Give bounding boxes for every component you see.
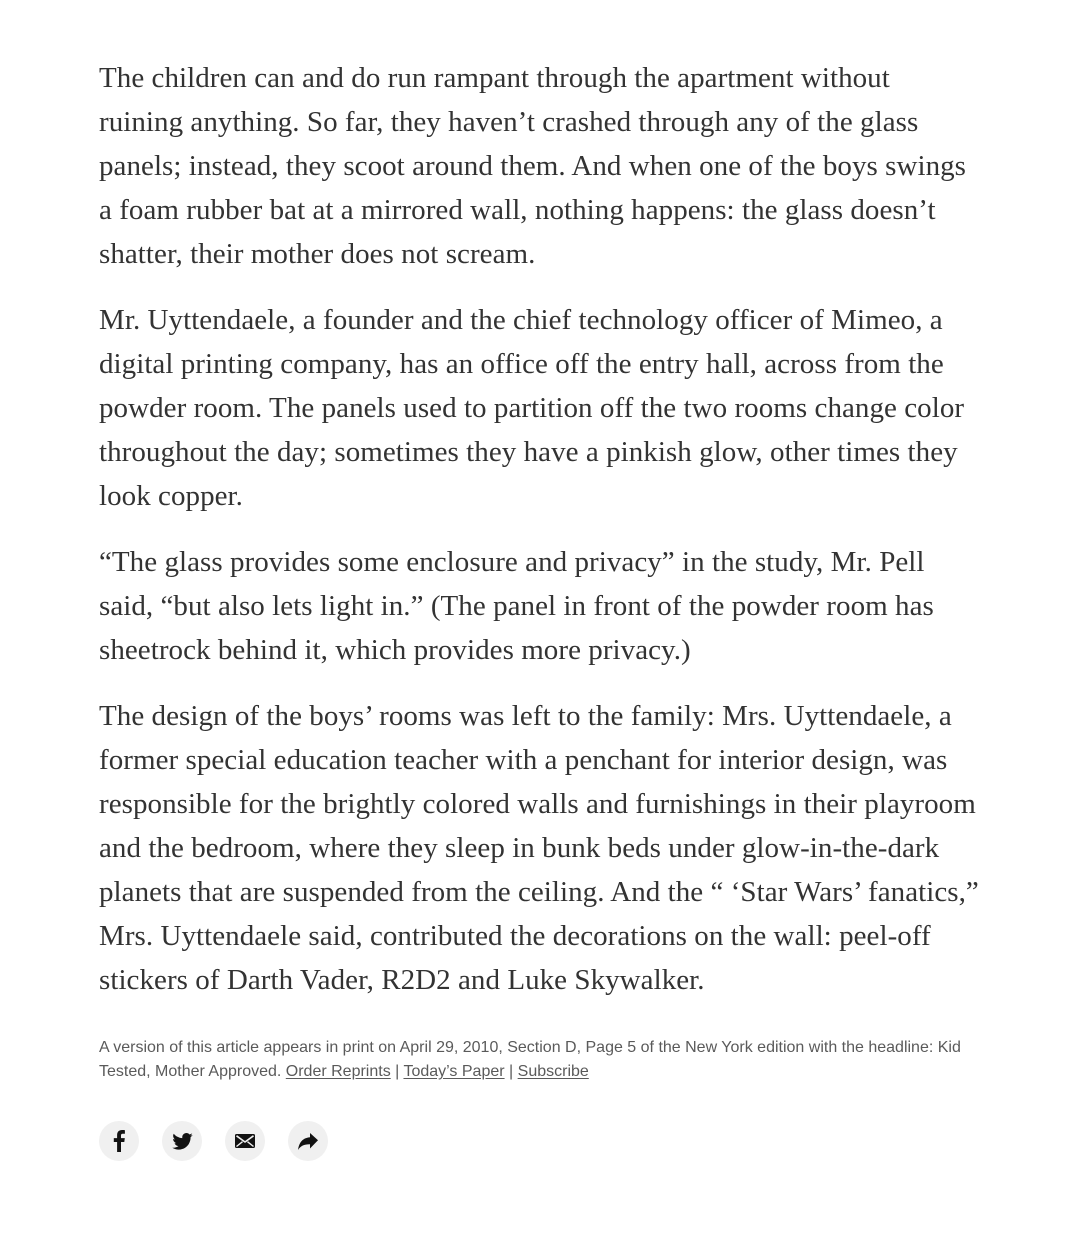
article-body	[99, 56, 979, 1161]
article-paragraph: The children can and do run rampant through the apartment without ruining anything. So far, they haven’t crashed through any of the glass panels; instead, they scoot around them. And when one of the boys swings a foam rubber bat at a mirrored wall, nothing happens: the glass doesn’t shatter, their mother does not scream.	[99, 62, 967, 270]
article-paragraph: The design of the boys’ rooms was left to the family: Mrs. Uyttendaele, a former special education teacher with a penchant for interior design, was responsible for the brightly colored walls and furnishings in their playroom and the bedroom, where they sleep in bunk beds under glow-in-the-dark planets that are suspended from the ceiling. And the “ ‘Star Wars’ fanatics,” Mrs. Uyttendaele said, contributed the decorations on the wall: peel-off stickers of Darth Vader, R2D2 and Luke Skywalker.	[99, 700, 979, 996]
share-toolbar	[99, 1121, 979, 1161]
email-icon	[235, 1134, 255, 1148]
twitter-share-button[interactable]	[162, 1121, 202, 1161]
twitter-icon	[172, 1133, 193, 1150]
order-reprints-link[interactable]: Order Reprints	[285, 1063, 391, 1080]
facebook-share-button[interactable]	[99, 1121, 139, 1161]
article-paragraph: Mr. Uyttendaele, a founder and the chief technology officer of Mimeo, a digital printing company, has an office off the entry hall, across from the powder room. The panels used to partition off the two rooms change color throughout the day; sometimes they have a pinkish glow, other times they look copper.	[99, 304, 965, 512]
email-share-button[interactable]	[225, 1121, 265, 1161]
print-note-text: A version of this article appears in print on April 29, 2010, Section D, Page 5 of the New York edition with the headline: Kid Tested, Mother Approved.	[99, 1039, 961, 1080]
more-share-button[interactable]	[288, 1121, 328, 1161]
todays-paper-link[interactable]: Today’s Paper	[403, 1063, 505, 1080]
link-separator: |	[395, 1063, 400, 1080]
facebook-icon	[113, 1130, 125, 1152]
link-separator: |	[509, 1063, 514, 1080]
share-arrow-icon	[298, 1133, 318, 1150]
article-paragraph: “The glass provides some enclosure and privacy” in the study, Mr. Pell said, “but also lets light in.” (The panel in front of the powder room has sheetrock behind it, which provides more privacy.)	[99, 546, 934, 666]
subscribe-link[interactable]: Subscribe	[517, 1063, 589, 1080]
print-edition-note	[99, 1036, 979, 1084]
